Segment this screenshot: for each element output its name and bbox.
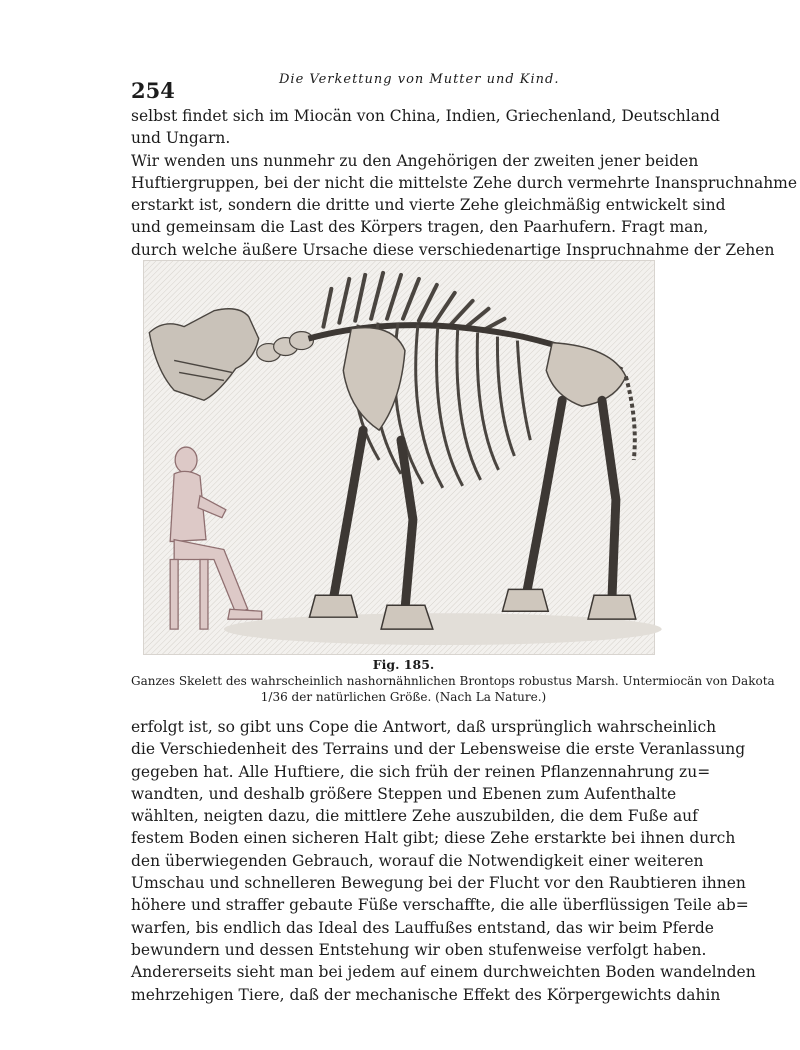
text-line: bewundern und dessen Entstehung wir oben stufenweise verfolgt haben. bbox=[131, 940, 707, 959]
text-line: den überwiegenden Gebrauch, worauf die Notwendigkeit einer weiteren bbox=[131, 851, 704, 870]
text-line: wählten, neigten dazu, die mittlere Zehe auszubilden, die dem Fuße auf bbox=[131, 807, 698, 826]
text-line: höhere und straffer gebaute Füße verschaffte, die alle überflüssigen Teile ab= bbox=[131, 896, 749, 915]
caption-line: 1/36 der natürlichen Größe. (Nach La Nature.) bbox=[260, 690, 547, 704]
text-line: erstarkt ist, sondern die dritte und vierte Zehe gleichmäßig entwickelt sind bbox=[131, 196, 726, 215]
page-number: 254 bbox=[131, 78, 175, 103]
top-paragraph bbox=[131, 105, 798, 261]
text-line: durch welche äußere Ursache diese verschiedenartige Inspruchnahme der Zehen bbox=[131, 240, 775, 259]
running-title: Die Verkettung von Mutter und Kind. bbox=[279, 72, 560, 87]
figure-label: Fig. 185. bbox=[372, 657, 435, 672]
text-line: festem Boden einen sicheren Halt gibt; diese Zehe erstarkte bei ihnen durch bbox=[131, 829, 736, 848]
text-line: mehrzehigen Tiere, daß der mechanische Effekt des Körpergewichts dahin bbox=[131, 985, 721, 1004]
text-line: warfen, bis endlich das Ideal des Lauffußes entstand, das wir beim Pferde bbox=[131, 918, 714, 937]
text-line: Wir wenden uns nunmehr zu den Angehörigen der zweiten jener beiden bbox=[131, 151, 699, 170]
text-line: Andererseits sieht man bei jedem auf einem durchweichten Boden wandelnden bbox=[131, 963, 756, 982]
text-line: und Ungarn. bbox=[131, 129, 231, 148]
text-line: erfolgt ist, so gibt uns Cope die Antwort, daß ursprünglich wahrscheinlich bbox=[131, 718, 717, 736]
text-line: und gemeinsam die Last des Körpers tragen, den Paarhufern. Fragt man, bbox=[131, 218, 709, 237]
text-line: selbst findet sich im Miocän von China, Indien, Griechenland, Deutschland bbox=[131, 107, 720, 125]
skeleton-illustration bbox=[143, 260, 655, 655]
text-line: gegeben hat. Alle Huftiere, die sich früh der reinen Pflanzennahrung zu= bbox=[131, 762, 711, 781]
caption-line: Ganzes Skelett des wahrscheinlich nashornähnlichen Brontops robustus Marsh. Untermiocän von Dakota bbox=[131, 674, 775, 688]
page-header bbox=[131, 70, 671, 106]
figure-caption bbox=[131, 657, 775, 705]
text-line: die Verschiedenheit des Terrains und der Lebensweise die erste Veranlassung bbox=[131, 740, 746, 759]
text-line: Huftiergruppen, bei der nicht die mittelste Zehe durch vermehrte Inanspruchnahme bbox=[131, 173, 798, 192]
text-line: Umschau und schnelleren Bewegung bei der Flucht vor den Raubtieren ihnen bbox=[131, 874, 746, 893]
bottom-paragraph bbox=[131, 716, 756, 1006]
text-line: wandten, und deshalb größere Steppen und Ebenen zum Aufenthalte bbox=[131, 784, 677, 803]
